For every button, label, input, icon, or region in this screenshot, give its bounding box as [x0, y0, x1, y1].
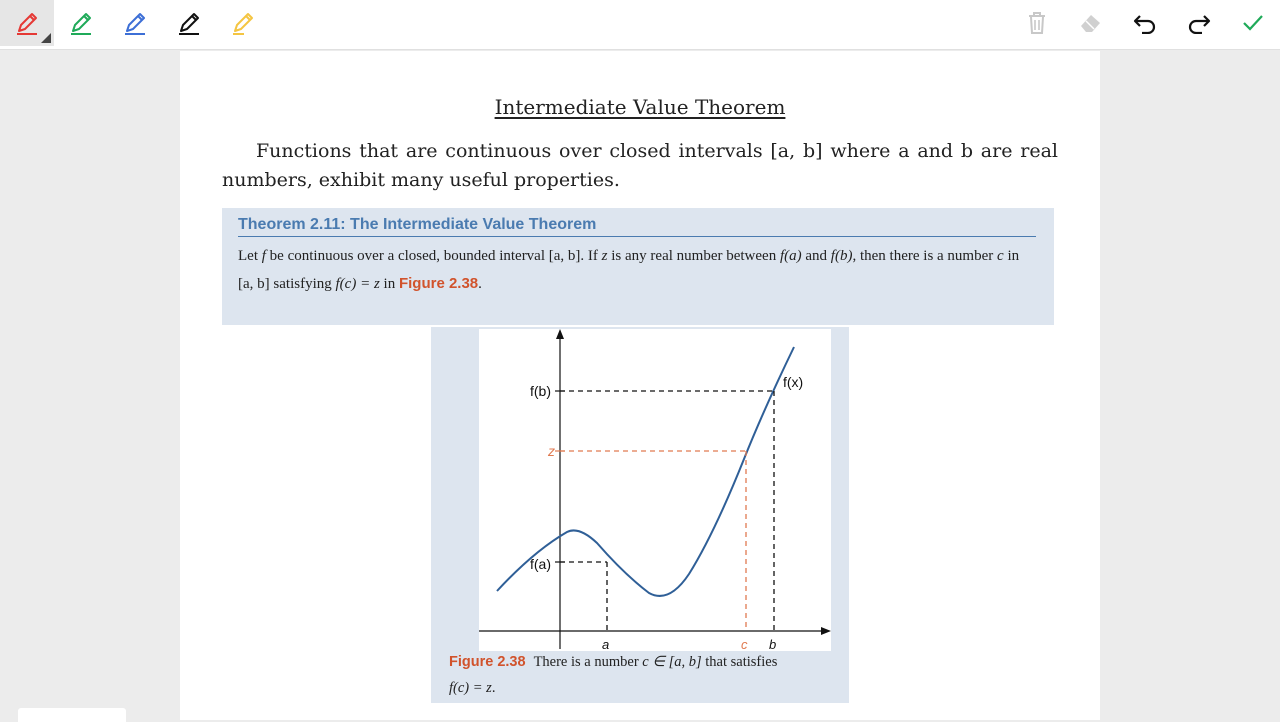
thm-text: satisfying: [269, 276, 336, 292]
figure-link[interactable]: Figure 2.38: [398, 275, 479, 292]
label-b: b: [769, 637, 777, 651]
intro-paragraph: Functions that are continuous over closed intervals [a, b] where a and b are real numbers, exhibit many useful properties.: [222, 140, 1058, 191]
thm-interval: [a, b]: [238, 276, 270, 292]
highlighter-icon: [230, 10, 256, 36]
thm-text: Let: [238, 248, 262, 264]
thm-var-c: c: [997, 248, 1004, 264]
thm-text: be continuous over a closed, bounded interval: [265, 248, 549, 264]
redo-button[interactable]: [1174, 0, 1224, 46]
black-pen-button[interactable]: [162, 0, 216, 46]
thm-text: , then there is a number: [852, 248, 998, 264]
thm-var-f: f: [261, 248, 266, 264]
blue-pen-icon: [122, 10, 148, 36]
green-pen-button[interactable]: [54, 0, 108, 46]
thm-text: and: [801, 248, 831, 264]
label-z: z: [548, 443, 555, 459]
label-c: c: [741, 637, 748, 651]
thm-text: in: [1003, 248, 1020, 264]
eraser-icon: [1078, 11, 1104, 35]
figure-caption: [449, 649, 839, 701]
green-pen-icon: [68, 10, 94, 36]
caption-text: There is a number: [533, 654, 643, 670]
yellow-highlighter-button[interactable]: [216, 0, 270, 46]
caption-equation: f(c) = z: [449, 680, 492, 696]
label-a: a: [602, 637, 610, 651]
document-page[interactable]: [180, 51, 1100, 720]
redo-icon: [1186, 12, 1212, 34]
blue-pen-button[interactable]: [108, 0, 162, 46]
thm-var-z: z: [601, 248, 608, 264]
theorem-box: [222, 208, 1054, 325]
check-icon: [1241, 13, 1265, 33]
black-pen-icon: [176, 10, 202, 36]
thm-text: in: [379, 276, 399, 292]
caption-text: that satisfies: [701, 654, 778, 670]
thm-text: . If: [580, 248, 602, 264]
done-button[interactable]: [1228, 0, 1278, 46]
thm-interval: [a, b]: [548, 248, 581, 264]
page-title: [180, 95, 1100, 119]
figure-2-38: [431, 327, 849, 703]
label-fx: f(x): [783, 374, 804, 390]
thm-fb: f(b): [830, 248, 853, 264]
page-title-text: Intermediate Value Theorem: [494, 95, 786, 119]
theorem-heading: Theorem 2.11: The Intermediate Value Theorem: [238, 216, 1036, 237]
label-fb: f(b): [530, 383, 551, 399]
undo-icon: [1132, 12, 1158, 34]
graph-background: [479, 329, 831, 651]
caption-figure-ref: Figure 2.38: [449, 654, 526, 670]
caption-text: .: [491, 680, 496, 696]
trash-icon: [1026, 11, 1048, 35]
eraser-button[interactable]: [1066, 0, 1116, 46]
thm-equation: f(c) = z: [335, 276, 380, 292]
thm-text: .: [478, 276, 482, 292]
ivt-graph: [479, 329, 831, 651]
pen-options-indicator: [41, 33, 51, 43]
undo-button[interactable]: [1120, 0, 1170, 46]
red-pen-icon: [14, 10, 40, 36]
annotation-toolbar: [0, 0, 1280, 50]
label-fa: f(a): [530, 556, 551, 572]
delete-button[interactable]: [1012, 0, 1062, 46]
thm-fa: f(a): [779, 248, 802, 264]
thm-text: is any real number between: [607, 248, 780, 264]
caption-set: c ∈ [a, b]: [642, 654, 702, 670]
red-pen-button[interactable]: [0, 0, 54, 46]
theorem-statement: [238, 243, 1038, 298]
